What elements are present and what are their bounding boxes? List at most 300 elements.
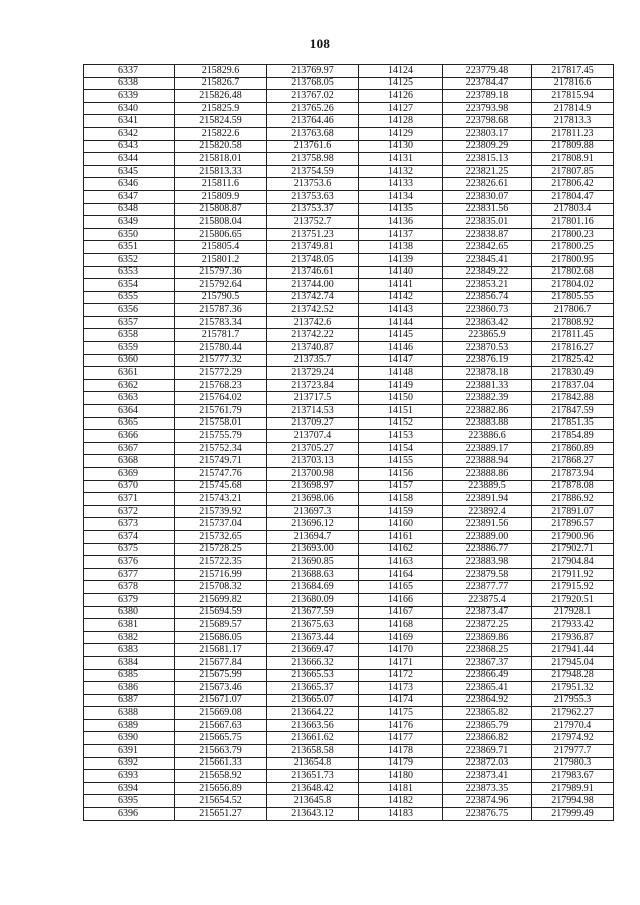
point-id-a-cell: 6343 [84,140,175,153]
point-id-a-cell: 6367 [84,442,175,455]
y-coord-a-cell: 213729.24 [267,367,359,380]
table-row [84,266,614,279]
x-coord-a-cell: 215790.5 [175,291,267,304]
y-coord-a-cell: 213735.7 [267,354,359,367]
table-row [84,707,614,720]
point-id-a-cell: 6387 [84,694,175,707]
x-coord-b-cell: 223849.22 [443,266,532,279]
point-id-a-cell: 6368 [84,455,175,468]
y-coord-b-cell: 217936.87 [532,631,614,644]
y-coord-a-cell: 213703.13 [267,455,359,468]
x-coord-b-cell: 223789.18 [443,90,532,103]
x-coord-a-cell: 215671.07 [175,694,267,707]
x-coord-a-cell: 215667.63 [175,719,267,732]
y-coord-b-cell: 217830.49 [532,367,614,380]
point-id-a-cell: 6388 [84,707,175,720]
x-coord-b-cell: 223889.5 [443,480,532,493]
y-coord-b-cell: 217800.25 [532,241,614,254]
x-coord-b-cell: 223865.9 [443,329,532,342]
coordinates-table [83,64,614,821]
table-row [84,430,614,443]
table-row [84,669,614,682]
y-coord-a-cell: 213761.6 [267,140,359,153]
y-coord-a-cell: 213654.8 [267,757,359,770]
y-coord-b-cell: 217933.42 [532,619,614,632]
table-row [84,342,614,355]
table-row [84,190,614,203]
y-coord-a-cell: 213669.47 [267,644,359,657]
x-coord-b-cell: 223875.4 [443,593,532,606]
table-row [84,316,614,329]
point-id-b-cell: 14156 [359,468,443,481]
x-coord-b-cell: 223874.96 [443,795,532,808]
point-id-a-cell: 6346 [84,178,175,191]
table-row [84,178,614,191]
point-id-b-cell: 14139 [359,253,443,266]
y-coord-a-cell: 213753.6 [267,178,359,191]
point-id-a-cell: 6392 [84,757,175,770]
x-coord-a-cell: 215797.36 [175,266,267,279]
x-coord-b-cell: 223869.86 [443,631,532,644]
x-coord-b-cell: 223891.56 [443,518,532,531]
point-id-a-cell: 6364 [84,405,175,418]
point-id-a-cell: 6341 [84,115,175,128]
table-row [84,606,614,619]
x-coord-a-cell: 215761.79 [175,405,267,418]
point-id-a-cell: 6384 [84,656,175,669]
table-row [84,782,614,795]
table-row [84,656,614,669]
y-coord-a-cell: 213665.53 [267,669,359,682]
point-id-b-cell: 14136 [359,216,443,229]
y-coord-b-cell: 217851.35 [532,417,614,430]
x-coord-a-cell: 215728.25 [175,543,267,556]
point-id-b-cell: 14155 [359,455,443,468]
table-row [84,505,614,518]
y-coord-a-cell: 213707.4 [267,430,359,443]
y-coord-b-cell: 217809.88 [532,140,614,153]
x-coord-a-cell: 215813.33 [175,165,267,178]
table-row [84,367,614,380]
y-coord-a-cell: 213688.63 [267,568,359,581]
point-id-b-cell: 14125 [359,77,443,90]
point-id-a-cell: 6375 [84,543,175,556]
point-id-a-cell: 6372 [84,505,175,518]
y-coord-b-cell: 217868.27 [532,455,614,468]
table-row [84,102,614,115]
y-coord-b-cell: 217800.23 [532,228,614,241]
table-row [84,65,614,78]
x-coord-b-cell: 223892.4 [443,505,532,518]
x-coord-b-cell: 223779.48 [443,65,532,78]
point-id-b-cell: 14182 [359,795,443,808]
point-id-b-cell: 14166 [359,593,443,606]
point-id-a-cell: 6370 [84,480,175,493]
point-id-b-cell: 14165 [359,581,443,594]
y-coord-a-cell: 213697.3 [267,505,359,518]
point-id-b-cell: 14162 [359,543,443,556]
y-coord-b-cell: 217980.3 [532,757,614,770]
y-coord-b-cell: 217825.42 [532,354,614,367]
y-coord-a-cell: 213714.53 [267,405,359,418]
x-coord-b-cell: 223831.56 [443,203,532,216]
x-coord-b-cell: 223870.53 [443,342,532,355]
x-coord-b-cell: 223868.25 [443,644,532,657]
y-coord-a-cell: 213698.97 [267,480,359,493]
y-coord-a-cell: 213661.62 [267,732,359,745]
x-coord-a-cell: 215768.23 [175,379,267,392]
table-row [84,493,614,506]
x-coord-a-cell: 215752.34 [175,442,267,455]
y-coord-a-cell: 213693.00 [267,543,359,556]
point-id-a-cell: 6374 [84,530,175,543]
point-id-a-cell: 6363 [84,392,175,405]
x-coord-b-cell: 223835.01 [443,216,532,229]
point-id-b-cell: 14132 [359,165,443,178]
point-id-a-cell: 6338 [84,77,175,90]
x-coord-b-cell: 223877.77 [443,581,532,594]
point-id-b-cell: 14135 [359,203,443,216]
x-coord-b-cell: 223882.39 [443,392,532,405]
y-coord-a-cell: 213666.32 [267,656,359,669]
coordinates-table-body [84,65,614,821]
x-coord-a-cell: 215694.59 [175,606,267,619]
x-coord-b-cell: 223881.33 [443,379,532,392]
point-id-a-cell: 6376 [84,556,175,569]
table-row [84,795,614,808]
y-coord-b-cell: 217962.27 [532,707,614,720]
y-coord-b-cell: 217847.59 [532,405,614,418]
y-coord-b-cell: 217804.02 [532,279,614,292]
table-row [84,468,614,481]
table-row [84,115,614,128]
table-row [84,568,614,581]
table-row [84,619,614,632]
point-id-a-cell: 6360 [84,354,175,367]
y-coord-b-cell: 217994.98 [532,795,614,808]
x-coord-b-cell: 223872.25 [443,619,532,632]
point-id-a-cell: 6385 [84,669,175,682]
y-coord-a-cell: 213680.09 [267,593,359,606]
point-id-b-cell: 14142 [359,291,443,304]
y-coord-b-cell: 217816.6 [532,77,614,90]
y-coord-a-cell: 213665.07 [267,694,359,707]
y-coord-b-cell: 217915.92 [532,581,614,594]
y-coord-b-cell: 217951.32 [532,682,614,695]
x-coord-b-cell: 223867.37 [443,656,532,669]
table-row [84,140,614,153]
point-id-a-cell: 6381 [84,619,175,632]
point-id-b-cell: 14174 [359,694,443,707]
x-coord-b-cell: 223821.25 [443,165,532,178]
point-id-b-cell: 14164 [359,568,443,581]
point-id-b-cell: 14138 [359,241,443,254]
x-coord-b-cell: 223888.86 [443,468,532,481]
x-coord-b-cell: 223784.47 [443,77,532,90]
y-coord-b-cell: 217811.45 [532,329,614,342]
point-id-a-cell: 6373 [84,518,175,531]
x-coord-a-cell: 215661.33 [175,757,267,770]
point-id-b-cell: 14141 [359,279,443,292]
x-coord-a-cell: 215777.32 [175,354,267,367]
point-id-a-cell: 6394 [84,782,175,795]
y-coord-b-cell: 217805.55 [532,291,614,304]
point-id-b-cell: 14178 [359,745,443,758]
point-id-b-cell: 14130 [359,140,443,153]
x-coord-b-cell: 223856.74 [443,291,532,304]
y-coord-a-cell: 213769.97 [267,65,359,78]
x-coord-b-cell: 223873.41 [443,770,532,783]
y-coord-b-cell: 217920.51 [532,593,614,606]
x-coord-a-cell: 215787.36 [175,304,267,317]
point-id-b-cell: 14173 [359,682,443,695]
point-id-a-cell: 6396 [84,808,175,821]
point-id-a-cell: 6380 [84,606,175,619]
point-id-a-cell: 6371 [84,493,175,506]
x-coord-a-cell: 215781.7 [175,329,267,342]
y-coord-b-cell: 217811.23 [532,127,614,140]
table-row [84,644,614,657]
point-id-b-cell: 14147 [359,354,443,367]
table-row [84,216,614,229]
point-id-b-cell: 14148 [359,367,443,380]
x-coord-b-cell: 223865.41 [443,682,532,695]
x-coord-a-cell: 215801.2 [175,253,267,266]
y-coord-b-cell: 217891.07 [532,505,614,518]
y-coord-a-cell: 213664.22 [267,707,359,720]
x-coord-b-cell: 223830.07 [443,190,532,203]
point-id-b-cell: 14180 [359,770,443,783]
y-coord-b-cell: 217900.96 [532,530,614,543]
x-coord-a-cell: 215699.82 [175,593,267,606]
y-coord-b-cell: 217814.9 [532,102,614,115]
point-id-a-cell: 6359 [84,342,175,355]
point-id-b-cell: 14143 [359,304,443,317]
y-coord-b-cell: 217803.4 [532,203,614,216]
point-id-a-cell: 6349 [84,216,175,229]
x-coord-b-cell: 223866.49 [443,669,532,682]
x-coord-a-cell: 215806.65 [175,228,267,241]
table-row [84,631,614,644]
point-id-a-cell: 6344 [84,153,175,166]
x-coord-b-cell: 223793.98 [443,102,532,115]
y-coord-b-cell: 217807.85 [532,165,614,178]
point-id-a-cell: 6356 [84,304,175,317]
table-row [84,241,614,254]
y-coord-a-cell: 213658.58 [267,745,359,758]
table-row [84,77,614,90]
table-row [84,745,614,758]
x-coord-a-cell: 215811.6 [175,178,267,191]
x-coord-b-cell: 223842.65 [443,241,532,254]
y-coord-a-cell: 213645.8 [267,795,359,808]
y-coord-b-cell: 217806.7 [532,304,614,317]
table-row [84,682,614,695]
y-coord-a-cell: 213748.05 [267,253,359,266]
point-id-a-cell: 6351 [84,241,175,254]
point-id-b-cell: 14163 [359,556,443,569]
x-coord-b-cell: 223872.03 [443,757,532,770]
point-id-b-cell: 14129 [359,127,443,140]
x-coord-b-cell: 223886.6 [443,430,532,443]
y-coord-a-cell: 213744.00 [267,279,359,292]
x-coord-b-cell: 223869.71 [443,745,532,758]
point-id-b-cell: 14170 [359,644,443,657]
point-id-b-cell: 14181 [359,782,443,795]
point-id-a-cell: 6357 [84,316,175,329]
y-coord-a-cell: 213742.22 [267,329,359,342]
x-coord-a-cell: 215783.34 [175,316,267,329]
x-coord-b-cell: 223815.13 [443,153,532,166]
point-id-a-cell: 6342 [84,127,175,140]
x-coord-b-cell: 223883.88 [443,417,532,430]
point-id-b-cell: 14145 [359,329,443,342]
point-id-b-cell: 14150 [359,392,443,405]
x-coord-b-cell: 223889.00 [443,530,532,543]
point-id-a-cell: 6377 [84,568,175,581]
y-coord-a-cell: 213694.7 [267,530,359,543]
x-coord-a-cell: 215677.84 [175,656,267,669]
y-coord-b-cell: 217854.89 [532,430,614,443]
x-coord-a-cell: 215743.21 [175,493,267,506]
x-coord-a-cell: 215654.52 [175,795,267,808]
point-id-b-cell: 14175 [359,707,443,720]
x-coord-a-cell: 215669.08 [175,707,267,720]
x-coord-b-cell: 223882.86 [443,405,532,418]
table-row [84,543,614,556]
point-id-a-cell: 6379 [84,593,175,606]
point-id-b-cell: 14179 [359,757,443,770]
x-coord-a-cell: 215826.7 [175,77,267,90]
x-coord-b-cell: 223888.94 [443,455,532,468]
x-coord-b-cell: 223803.17 [443,127,532,140]
y-coord-a-cell: 213767.02 [267,90,359,103]
y-coord-a-cell: 213690.85 [267,556,359,569]
x-coord-b-cell: 223873.47 [443,606,532,619]
point-id-b-cell: 14127 [359,102,443,115]
y-coord-b-cell: 217806.42 [532,178,614,191]
y-coord-b-cell: 217800.95 [532,253,614,266]
table-row [84,770,614,783]
table-row [84,593,614,606]
y-coord-a-cell: 213764.46 [267,115,359,128]
x-coord-a-cell: 215658.92 [175,770,267,783]
y-coord-b-cell: 217999.49 [532,808,614,821]
x-coord-a-cell: 215824.59 [175,115,267,128]
y-coord-a-cell: 213751.23 [267,228,359,241]
point-id-b-cell: 14167 [359,606,443,619]
table-row [84,455,614,468]
y-coord-a-cell: 213717.5 [267,392,359,405]
table-row [84,228,614,241]
y-coord-b-cell: 217983.67 [532,770,614,783]
table-row [84,442,614,455]
x-coord-a-cell: 215665.75 [175,732,267,745]
table-row [84,581,614,594]
x-coord-a-cell: 215808.04 [175,216,267,229]
table-row [84,165,614,178]
x-coord-b-cell: 223809.29 [443,140,532,153]
point-id-a-cell: 6386 [84,682,175,695]
point-id-a-cell: 6383 [84,644,175,657]
y-coord-b-cell: 217886.92 [532,493,614,506]
point-id-b-cell: 14176 [359,719,443,732]
x-coord-a-cell: 215818.01 [175,153,267,166]
x-coord-b-cell: 223876.75 [443,808,532,821]
y-coord-a-cell: 213742.74 [267,291,359,304]
x-coord-a-cell: 215749.71 [175,455,267,468]
point-id-b-cell: 14159 [359,505,443,518]
point-id-a-cell: 6355 [84,291,175,304]
x-coord-b-cell: 223879.58 [443,568,532,581]
point-id-b-cell: 14172 [359,669,443,682]
point-id-a-cell: 6389 [84,719,175,732]
y-coord-b-cell: 217955.3 [532,694,614,707]
table-row [84,127,614,140]
point-id-b-cell: 14158 [359,493,443,506]
x-coord-a-cell: 215808.87 [175,203,267,216]
x-coord-a-cell: 215805.4 [175,241,267,254]
point-id-a-cell: 6390 [84,732,175,745]
y-coord-b-cell: 217842.88 [532,392,614,405]
y-coord-a-cell: 213746.61 [267,266,359,279]
y-coord-b-cell: 217974.92 [532,732,614,745]
table-row [84,480,614,493]
y-coord-b-cell: 217904.84 [532,556,614,569]
point-id-b-cell: 14177 [359,732,443,745]
point-id-a-cell: 6382 [84,631,175,644]
x-coord-a-cell: 215829.6 [175,65,267,78]
x-coord-b-cell: 223883.98 [443,556,532,569]
y-coord-a-cell: 213698.06 [267,493,359,506]
y-coord-a-cell: 213648.42 [267,782,359,795]
point-id-b-cell: 14133 [359,178,443,191]
y-coord-a-cell: 213709.27 [267,417,359,430]
y-coord-b-cell: 217813.3 [532,115,614,128]
y-coord-b-cell: 217808.91 [532,153,614,166]
x-coord-b-cell: 223860.73 [443,304,532,317]
x-coord-b-cell: 223876.19 [443,354,532,367]
point-id-a-cell: 6361 [84,367,175,380]
x-coord-a-cell: 215651.27 [175,808,267,821]
y-coord-a-cell: 213684.69 [267,581,359,594]
point-id-a-cell: 6354 [84,279,175,292]
y-coord-b-cell: 217860.89 [532,442,614,455]
x-coord-b-cell: 223865.79 [443,719,532,732]
y-coord-a-cell: 213700.98 [267,468,359,481]
point-id-a-cell: 6347 [84,190,175,203]
x-coord-b-cell: 223889.17 [443,442,532,455]
x-coord-b-cell: 223864.92 [443,694,532,707]
x-coord-a-cell: 215689.57 [175,619,267,632]
table-row [84,291,614,304]
y-coord-a-cell: 213758.98 [267,153,359,166]
x-coord-a-cell: 215737.04 [175,518,267,531]
point-id-b-cell: 14153 [359,430,443,443]
table-row [84,279,614,292]
point-id-b-cell: 14144 [359,316,443,329]
table-row [84,90,614,103]
x-coord-b-cell: 223891.94 [443,493,532,506]
table-row [84,392,614,405]
y-coord-a-cell: 213763.68 [267,127,359,140]
point-id-b-cell: 14154 [359,442,443,455]
point-id-b-cell: 14128 [359,115,443,128]
x-coord-a-cell: 215758.01 [175,417,267,430]
x-coord-b-cell: 223865.82 [443,707,532,720]
x-coord-b-cell: 223838.87 [443,228,532,241]
point-id-a-cell: 6365 [84,417,175,430]
